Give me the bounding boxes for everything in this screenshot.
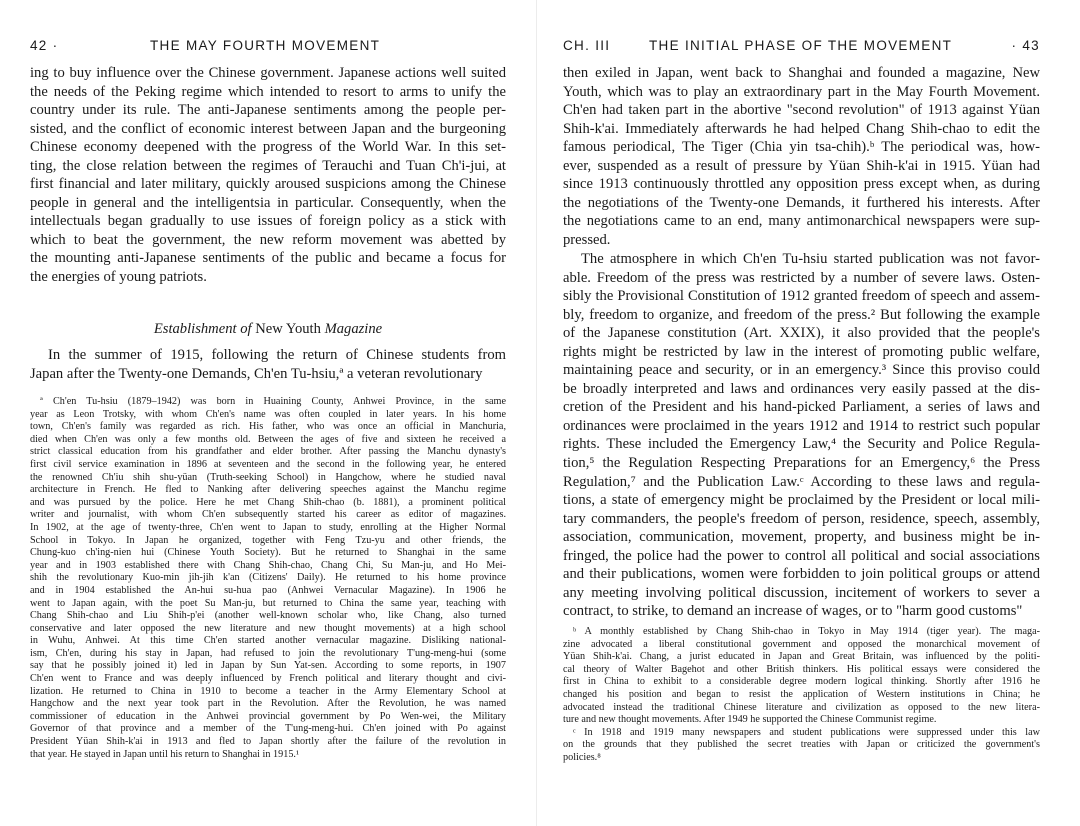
text-line: town, Ch'en's family was regarded as rich. His father, who was once an official in Manchuria, <box>30 421 506 433</box>
text-line: went to Japan again, with the poet Su Man-ju, but returned to China the same year, teaching with <box>30 597 506 609</box>
text-line: commissioner of education in the Anhwei provincial government by Po Wen-wei, the Military <box>30 710 506 722</box>
text-line: tion,⁵ the Regulation Respecting Preparations for an Emergency,⁶ the Press <box>563 455 1040 472</box>
text-line: since 1913 continuously throttled any opposition press except when, as during <box>563 176 1040 193</box>
text-line: ture and new thought movements. After 1949 he supported the Chinese Communist regime. <box>563 714 937 726</box>
section-heading: Establishment of New Youth Magazine <box>153 321 383 337</box>
left-body-paragraph-1 <box>30 64 506 287</box>
right-running-header <box>563 38 1040 58</box>
text-line: rights. These included the Emergency Law,⁴ the Security and Police Regula- <box>563 436 1040 453</box>
text-line: policies.⁸ <box>563 751 601 763</box>
text-line: first in China to exhibit to a considerable degree modern logical thinking. Shortly after 1916 he <box>563 676 1040 688</box>
text-line: tions, a state of emergency might be proclaimed by the President or local mili- <box>563 492 1040 509</box>
text-line: the renowned Ch'iu shih shu-yüan (Truth-seeking School) in Hangchow, where he studied naval <box>30 471 506 483</box>
text-line: the negotiations of the Twenty-one Demands, it furthered his interests. After <box>563 194 1040 211</box>
text-line: association, communication, movement, property, and business might be in- <box>563 529 1040 546</box>
text-line: Yüan Shih-k'ai. Chang, a jurist educated in Japan and Great Britain, was influenced by the politi- <box>563 651 1040 663</box>
text-line: first financial and later military, quickly aroused suspicions among the Chinese <box>30 176 506 193</box>
text-line: on the grounds that they published the secret treaties with Japan or criticized the government's <box>563 739 1040 751</box>
text-line: shih the revolutionary Kuo-min jih-jih k'an (Citizens' Daily). He returned to his home province <box>30 572 506 584</box>
text-line: ism, Ch'en, during his stay in Japan, had refused to join the revolutionary T'ung-meng-hui (some <box>30 647 506 659</box>
text-line: died when Ch'en was only a few months old. Between the ages of five and sixteen he received a <box>30 433 506 445</box>
text-line: be broadly interpreted and laws and ordinances very easily passed at the dis- <box>563 380 1040 397</box>
text-line: strict classical education from his grandfather and elder brother. After passing the Manchu dynasty's <box>30 446 506 458</box>
text-line: of the Japanese constitution (Art. XXIX), it also provided that the people's <box>563 325 1040 342</box>
text-line: cal theory of Walter Bagehot and other British thinkers. His political essays were considered the <box>563 663 1040 675</box>
text-line: Japan after the Twenty-one Demands, Ch'en Tu-hsiu,ª a veteran revolutionary <box>30 365 483 382</box>
text-line: ᶜ In 1918 and 1919 many newspapers and student publications were suppressed under this law <box>573 726 1040 738</box>
text-line: Youth, which was to play an extraordinary part in the May Fourth Movement. <box>563 83 1040 100</box>
text-line: fringed, the police had the power to control all political and social associations <box>563 547 1040 564</box>
text-line: Ch'en had taken part in the abortive "second revolution" of 1913 against Yüan <box>563 102 1040 119</box>
text-line: ª Ch'en Tu-hsiu (1879–1942) was born in Huaining County, Anhwei Province, in the same <box>40 396 506 407</box>
text-line: ing to buy influence over the Chinese government. Japanese actions well suited <box>30 65 506 81</box>
text-line: Chang Shih-chao and Liu Shih-p'ei (another well-known scholar who, like Chang, also turned <box>30 610 506 622</box>
text-line: people in general and the intelligentsia in particular. Consequently, when the <box>30 194 506 211</box>
text-line: and their publications, women were forbidden to join political groups or attend <box>563 566 1040 583</box>
text-line: Shih-k'ai. Immediately afterwards he had helped Chang Shih-chao to edit the <box>563 120 1040 137</box>
text-line: first civil service examination in 1896 at seventeen and the second in the following year, he entered <box>30 458 506 470</box>
text-line: In 1902, at the age of twenty-three, Ch'en went to Japan to study, enrolling at the Higher Normal <box>30 521 506 533</box>
right-running-title: THE INITIAL PHASE OF THE MOVEMENT <box>649 38 953 53</box>
text-line: Chung-kuo ch'ing-nien hui (Chinese Youth Society). But he returned to Shanghai in the same <box>30 547 506 559</box>
text-line: that year. He stayed in Japan until his return to Shanghai in 1915.¹ <box>30 748 300 760</box>
text-line: the negotiations came to an end, many antimonarchical newspapers were sup- <box>563 213 1040 230</box>
text-line: country under its rule. The anti-Japanese sentiments among the people per- <box>30 102 506 119</box>
text-line: Chinese economy deepened with the progress of the World War. In this set- <box>30 139 506 156</box>
text-line: bly, freedom to organize, and freedom of the press.² But following the example <box>563 306 1040 323</box>
text-line: sibly the Provisional Constitution of 1912 granted freedom of speech and assem- <box>563 288 1040 305</box>
text-line: year and in 1903 established there with Chang Shih-chao, Chang Chi, Su Man-ju, and Ho Mei- <box>30 559 506 571</box>
text-line: Regulation,⁷ and the Publication Law.ᶜ According to these laws and regula- <box>563 473 1040 490</box>
text-line: Governor of that province and a member of the T'ung-meng-hui. Ch'en joined with Po against <box>30 723 506 735</box>
text-line: In the summer of 1915, following the return of Chinese students from <box>48 347 506 363</box>
text-line: zine advocated a liberal constitutional government and opposed the monarchical movement of <box>563 638 1040 650</box>
text-line: the mounting anti-Japanese sentiments of the public and became a focus for <box>30 250 506 267</box>
text-line: ᵇ A monthly established by Chang Shih-chao in Tokyo in May 1914 (tiger year). The maga- <box>573 626 1040 637</box>
text-line: conservative and later opposed the new literature and new thought movements) at a high school <box>30 622 506 634</box>
text-line: President Yüan Shih-k'ai in 1913 and fled to Japan shortly after the failure of the revolution in <box>30 736 506 748</box>
text-line: intellectuals began gradually to use issues of foreign policy as a stick with <box>30 213 506 230</box>
text-line: changed his position and began to resist the application of Western institutions in China; he <box>563 688 1040 700</box>
text-line: The atmosphere in which Ch'en Tu-hsiu started publication was not favor- <box>581 251 1040 267</box>
text-line: cretion of the President and his hand-picked Parliament, a series of laws and <box>563 399 1040 416</box>
left-running-header <box>30 38 506 58</box>
text-line: rights might be restricted by law in the interest of promoting public welfare, <box>563 343 1040 360</box>
text-line: advocated instead the traditional Chinese literature and civilization as opposed to the new litera- <box>563 701 1040 713</box>
text-line: year as Leon Trotsky, with whom Ch'en's name was often coupled in later years. In his home <box>30 408 506 420</box>
text-line: famous periodical, The Tiger (Chia yin tsa-chih).ᵇ The periodical was, how- <box>563 139 1040 156</box>
text-line: in Wuhu, Anhwei. At this time Ch'en started another vernacular magazine. Disliking national- <box>30 635 506 647</box>
text-line: which to beat the government, the new reform movement was abetted by <box>30 231 506 248</box>
text-line: School in Tokyo. In Japan he organized, together with Feng Tzu-yu and other friends, the <box>30 534 506 546</box>
chapter-label: CH. III <box>563 38 611 53</box>
right-body-paragraph-1 <box>563 64 1040 249</box>
left-footnote-a <box>30 396 506 761</box>
right-body-paragraph-2 <box>563 250 1040 621</box>
left-running-title: THE MAY FOURTH MOVEMENT <box>150 38 381 53</box>
left-page-number: 42 · <box>30 38 59 53</box>
text-line: any meeting involving political discussion, incitement of workers to sever a <box>563 584 1040 601</box>
text-line: the needs of the Peking regime which intended to resort to arms to unify the <box>30 83 506 100</box>
text-line: ting, the close relation between the regimes of Terauchi and Tuan Ch'i-jui, at <box>30 157 506 174</box>
text-line: contract, to strike, to demand an increase of wages, or to "harm good customs" <box>563 603 1023 620</box>
text-line: able. Freedom of the press was restricted by a number of severe laws. Osten- <box>563 269 1040 286</box>
right-page <box>540 0 1080 826</box>
left-body-paragraph-2 <box>30 346 506 383</box>
text-line: ordinances were proclaimed in the years 1912 and 1914 to restrict such popular <box>563 417 1040 434</box>
text-line: Hangchow and the next year took part in the Revolution. After the Revolution, he was named <box>30 698 506 710</box>
text-line: Ch'en went to France and was deeply influenced by French political and literary thought and civi- <box>30 673 506 685</box>
text-line: and was pursued by the police. Here he met Chang Shih-chao (b. 1881), a prominent political <box>30 496 506 508</box>
right-footnotes <box>563 626 1040 765</box>
text-line: architecture in French. He fled to Nanking after delivering speeches against the Manchu regime <box>30 484 506 496</box>
text-line: lization. He returned to China in 1910 to become a teacher in the Army Elementary School at <box>30 685 506 697</box>
text-line: then exiled in Japan, went back to Shanghai and founded a magazine, New <box>563 65 1040 81</box>
text-line: and in 1904 established the An-hui su-hua pao (Anhwei Vernacular Magazine). In 1906 he <box>30 584 506 596</box>
text-line: ever, suspended as a result of pressure by Yüan Shih-k'ai in 1915. Yüan had <box>563 157 1040 174</box>
text-line: tary commanders, the people's freedom of person, residence, speech, assembly, <box>563 510 1040 527</box>
text-line: the energies of young patriots. <box>30 269 207 286</box>
right-page-number: · 43 <box>1011 38 1040 53</box>
text-line: writer and journalist, with whom Ch'en subsequently started his career as editor of magazines. <box>30 509 506 521</box>
text-line: sisted, and the conflict of economic interest between Japan and the burgeoning <box>30 120 506 137</box>
text-line: pressed. <box>563 231 611 248</box>
text-line: maintaining peace and security, or in an emergency.³ Since this proviso could <box>563 362 1040 379</box>
text-line: say that he possibly joined it) led in Japan by Sun Yat-sen. According to some reports, in 1907 <box>30 660 506 672</box>
